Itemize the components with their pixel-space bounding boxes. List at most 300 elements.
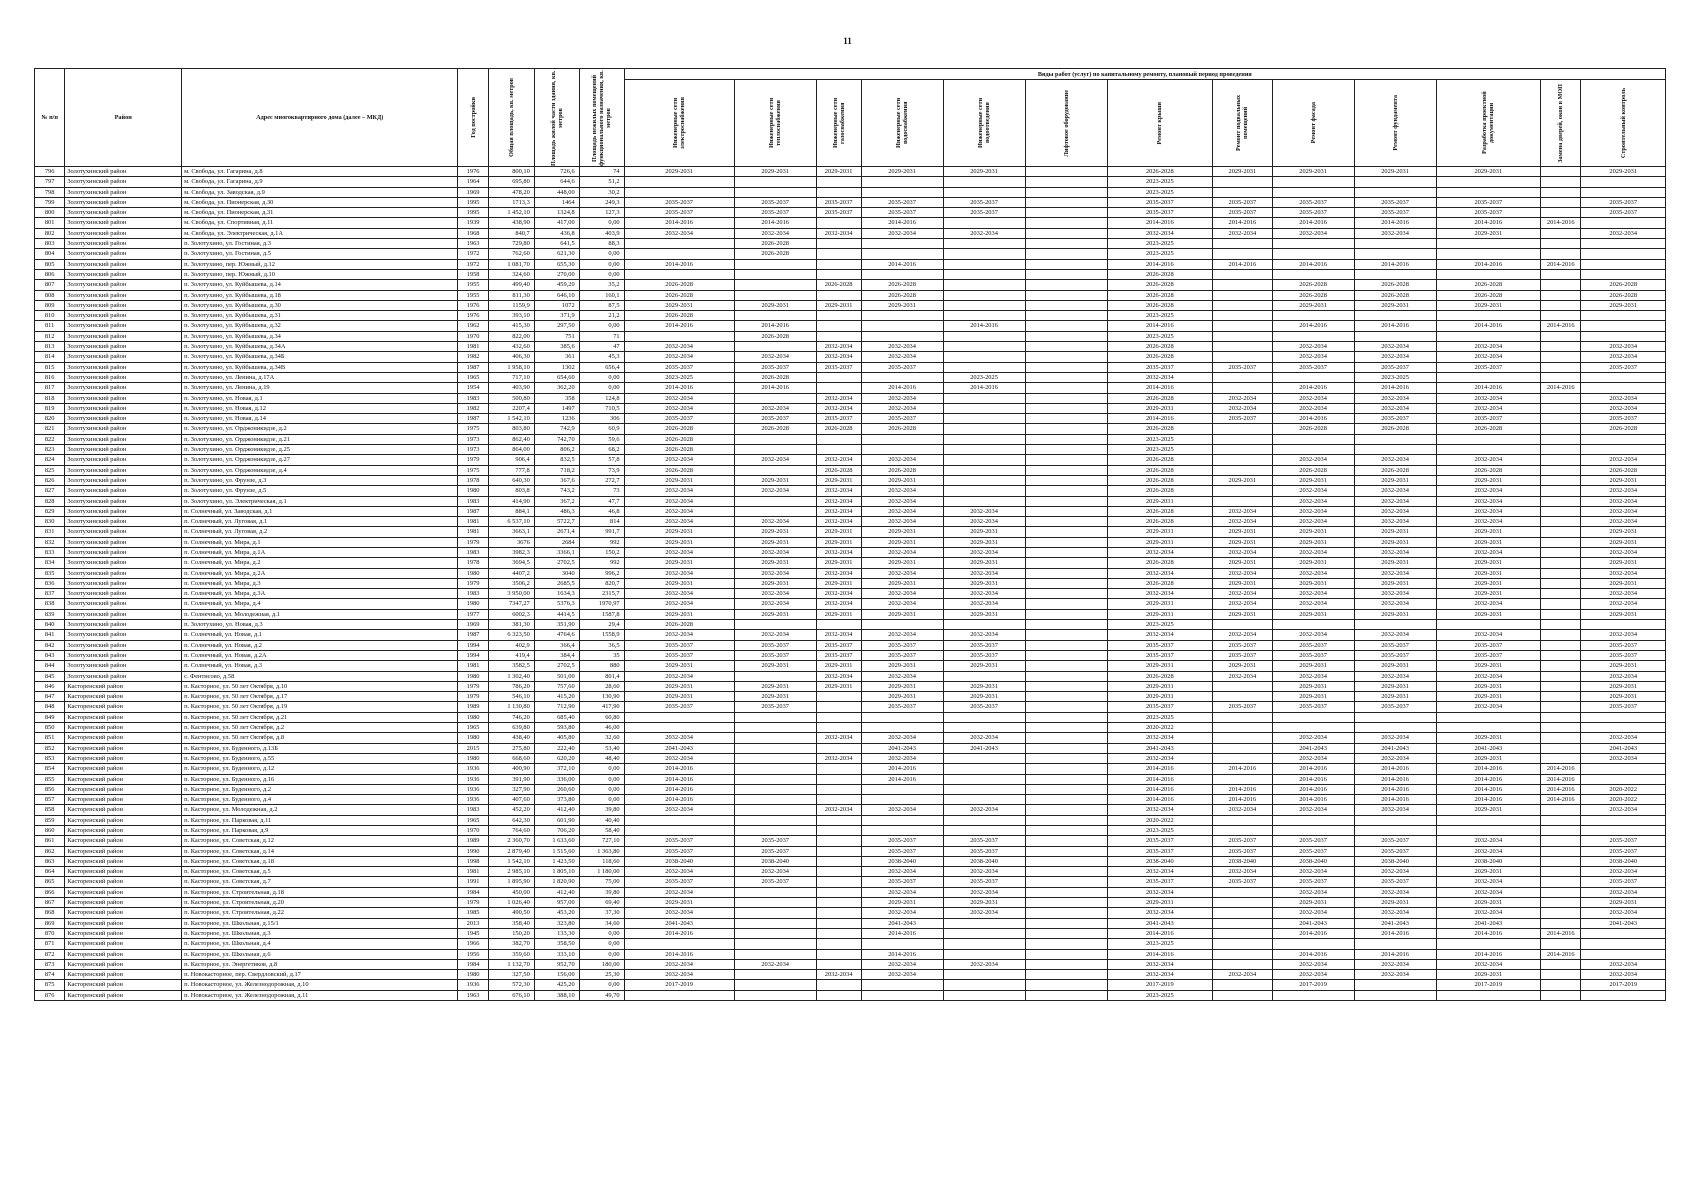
table-cell: 1975 [458,424,488,434]
table-cell [1213,949,1273,959]
table-cell: 362,20 [534,383,579,393]
table-cell: п. Солнечный, ул. Луговая, д.2 [182,527,458,537]
table-row [35,877,1666,887]
table-cell: Золотухинский район [65,177,182,187]
table-cell: 2014-2016 [734,383,816,393]
table-cell: 1980 [458,712,488,722]
table-cell [1025,208,1107,218]
table-cell: 2032-2034 [734,455,816,465]
table-cell: 811 [35,321,65,331]
table-cell: п. Солнечный, ул. Мира, д.2 [182,558,458,568]
table-cell: 2032-2034 [1354,496,1436,506]
table-cell: 2032-2034 [1272,352,1354,362]
table-cell [1541,609,1581,619]
table-cell [943,434,1025,444]
table-row [35,599,1666,609]
table-cell: Касторенский район [65,908,182,918]
table-cell: 2014-2016 [943,383,1025,393]
table-cell: п. Золотухино, ул. Куйбышева, д.32 [182,321,458,331]
table-cell: 1980 [458,753,488,763]
table-cell: 2035-2037 [1213,836,1273,846]
table-cell: 3663,1 [488,527,534,537]
table-cell: 2032-2034 [734,867,816,877]
table-cell: 500,80 [488,393,534,403]
table-cell: 1587,8 [579,609,624,619]
table-cell: 2032-2034 [861,908,943,918]
table-cell: 875 [35,980,65,990]
table-cell: 486,3 [534,506,579,516]
table-cell: 2685,5 [534,578,579,588]
table-cell: 2032-2034 [943,959,1025,969]
table-cell: 2035-2037 [734,362,816,372]
table-cell: 2014-2016 [1354,383,1436,393]
table-cell [1213,959,1273,969]
table-cell: 1980 [458,599,488,609]
table-cell [1025,311,1107,321]
table-cell: 2032-2034 [1354,630,1436,640]
table-cell: 2029-2031 [816,661,861,671]
table-cell: 820,7 [579,578,624,588]
table-cell: 3582,5 [488,661,534,671]
table-cell: п. Касторное, ул. Советская, д.7 [182,877,458,887]
table-cell: 2035-2037 [1436,640,1540,650]
table-cell: 2032-2034 [624,805,734,815]
table-cell: 727,10 [579,836,624,846]
table-cell: 1970,97 [579,599,624,609]
table-cell: 2041-2043 [1107,918,1213,928]
table-cell [1541,568,1581,578]
table-cell: 2014-2016 [861,383,943,393]
table-cell [1436,311,1540,321]
table-cell: 1956 [458,949,488,959]
table-cell: 490,50 [488,908,534,918]
table-cell: 2014-2016 [624,383,734,393]
table-cell: п. Золотухино, ул. Куйбышева, д.34 [182,331,458,341]
table-cell: 2035-2037 [1354,836,1436,846]
table-row [35,208,1666,218]
table-cell: 1980 [458,970,488,980]
table-cell: Касторенский район [65,681,182,691]
table-cell [861,434,943,444]
table-cell: 180,00 [579,959,624,969]
table-cell: Касторенский район [65,692,182,702]
table-row [35,445,1666,455]
table-cell [734,774,816,784]
table-cell [1581,249,1666,259]
table-cell [816,856,861,866]
table-cell [943,496,1025,506]
table-cell: 2032-2034 [1354,352,1436,362]
table-cell: 1983 [458,589,488,599]
table-cell: 127,3 [579,208,624,218]
table-cell: 4414,5 [534,609,579,619]
table-cell: 1558,9 [579,630,624,640]
table-cell: 2029-2031 [1436,167,1540,177]
table-cell [734,465,816,475]
table-cell: 822 [35,434,65,444]
table-cell: п. Золотухино, ул. Новая, д.1 [182,393,458,403]
table-cell: 2023-2025 [1107,239,1213,249]
table-cell: 2032-2034 [1581,403,1666,413]
table-cell: Касторенский район [65,846,182,856]
table-cell: 6002,3 [488,609,534,619]
table-cell: 2035-2037 [1354,877,1436,887]
table-cell: 2014-2016 [1354,928,1436,938]
table-cell: 2029-2031 [624,578,734,588]
table-cell: 49,70 [579,990,624,1000]
table-cell: 2032-2034 [1107,908,1213,918]
table-cell: 327,90 [488,784,534,794]
table-cell: 2032-2034 [1107,547,1213,557]
table-cell: 685,40 [534,712,579,722]
table-cell [1541,733,1581,743]
table-cell: п. Золотухино, ул. Фрунзе, д.5 [182,486,458,496]
table-cell: 2026-2028 [861,424,943,434]
table-cell: 2029-2031 [1436,753,1540,763]
table-cell: 2032-2034 [624,506,734,516]
table-cell: 2026-2028 [1107,424,1213,434]
table-cell [1354,269,1436,279]
table-cell [816,959,861,969]
table-cell: 1979 [458,537,488,547]
table-cell: 1979 [458,578,488,588]
table-cell: 2032-2034 [1272,403,1354,413]
table-cell: 2014-2016 [1272,795,1354,805]
table-cell [816,702,861,712]
table-cell: 1 542,10 [488,414,534,424]
table-cell: Золотухинский район [65,661,182,671]
table-cell: 2023-2025 [624,372,734,382]
table-cell [1354,990,1436,1000]
table-cell [1213,465,1273,475]
table-cell [624,177,734,187]
table-cell [1436,620,1540,630]
table-cell: 817 [35,383,65,393]
table-cell: 2032-2034 [734,517,816,527]
col-total-area-header: Общая площадь, кв. метров [488,69,534,167]
table-cell: 2029-2031 [943,661,1025,671]
table-cell: 2026-2028 [734,424,816,434]
table-cell [943,723,1025,733]
table-cell: 2029-2031 [1107,403,1213,413]
table-cell: п. Солнечный, ул. Молодежная, д.1 [182,609,458,619]
table-cell [734,259,816,269]
table-cell: п. Касторное, ул. Школьная, д.15/1 [182,918,458,928]
table-row [35,269,1666,279]
table-cell: 417,90 [579,702,624,712]
table-cell [1213,723,1273,733]
table-cell: м. Свобода, ул. Пионерская, д.30 [182,197,458,207]
table-cell: 2035-2037 [734,640,816,650]
table-cell: 2014-2016 [1272,949,1354,959]
table-cell: 2026-2028 [1581,280,1666,290]
table-cell: 361 [534,352,579,362]
table-cell: 2035-2037 [624,414,734,424]
table-cell: 2029-2031 [816,537,861,547]
table-cell: 2023-2025 [1107,445,1213,455]
table-cell: 2026-2028 [1107,558,1213,568]
table-cell [1581,383,1666,393]
table-cell: 1976 [458,311,488,321]
table-cell: 2029-2031 [1436,898,1540,908]
table-cell: 359,60 [488,949,534,959]
table-cell: Касторенский район [65,753,182,763]
table-cell: 2032-2034 [1272,959,1354,969]
table-cell: 2702,5 [534,661,579,671]
table-cell [1541,959,1581,969]
table-cell: 2032-2034 [624,630,734,640]
table-cell: 7347,27 [488,599,534,609]
table-cell: 1 958,10 [488,362,534,372]
table-cell: 2032-2034 [1213,630,1273,640]
table-cell: 2684 [534,537,579,547]
table-cell: 0,00 [579,372,624,382]
table-cell: 2023-2025 [1107,620,1213,630]
table-cell: с. Фентисово, д.58 [182,671,458,681]
table-cell: 2032-2034 [861,486,943,496]
table-cell [816,445,861,455]
table-cell: Золотухинский район [65,434,182,444]
table-cell: 831 [35,527,65,537]
table-cell: 2029-2031 [1354,527,1436,537]
table-cell: 2032-2034 [624,589,734,599]
table-cell [1025,856,1107,866]
table-cell: 2032-2034 [1107,959,1213,969]
table-cell: 412,40 [534,887,579,897]
table-row [35,661,1666,671]
table-cell [1541,537,1581,547]
table-cell [1581,826,1666,836]
table-cell [1213,311,1273,321]
table-cell: 2029-2031 [943,167,1025,177]
table-cell: 2026-2028 [1107,578,1213,588]
works-col-header-1: Инженерные сети теплоснабжения [734,80,816,167]
table-cell [734,393,816,403]
table-cell: 2032-2034 [624,733,734,743]
table-cell: 2671,4 [534,527,579,537]
table-cell: 2032-2034 [943,506,1025,516]
table-cell: 2035-2037 [861,650,943,660]
table-cell: п. Касторное, ул. Строительная, д.22 [182,908,458,918]
table-cell: 3040 [534,568,579,578]
table-cell: 2032-2034 [861,970,943,980]
table-cell [1581,311,1666,321]
table-cell: 1159,9 [488,300,534,310]
table-cell: 0,00 [579,949,624,959]
table-cell: 3366,1 [534,547,579,557]
table-cell [1213,620,1273,630]
table-cell [1213,424,1273,434]
table-cell: м. Свобода, ул. Гагарина, д.9 [182,177,458,187]
table-cell [624,187,734,197]
table-cell: 2014-2016 [1107,321,1213,331]
table-cell: 2029-2031 [1581,537,1666,547]
table-row [35,280,1666,290]
table-cell: Касторенский район [65,918,182,928]
table-cell: 46,8 [579,506,624,516]
table-cell: 2032-2034 [1581,506,1666,516]
table-cell: Золотухинский район [65,671,182,681]
table-cell: 2017-2019 [624,980,734,990]
table-cell [624,990,734,1000]
table-cell: 621,30 [534,249,579,259]
table-cell: 2035-2037 [624,650,734,660]
table-cell [1025,486,1107,496]
table-cell: 367,2 [534,496,579,506]
table-cell [1025,980,1107,990]
works-col-header-10: Разработка проектной документации [1436,80,1540,167]
table-cell [1436,826,1540,836]
table-cell: 1 805,10 [534,867,579,877]
table-cell: 327,50 [488,970,534,980]
table-cell: 840 [35,620,65,630]
table-cell [1581,990,1666,1000]
table-cell: 1 423,50 [534,856,579,866]
table-cell [1581,928,1666,938]
table-cell: 2032-2034 [1581,496,1666,506]
table-cell [1213,908,1273,918]
table-cell [1541,887,1581,897]
table-cell: 870 [35,928,65,938]
table-cell: Золотухинский район [65,249,182,259]
table-cell: 2026-2028 [1107,486,1213,496]
table-cell: 2032-2034 [861,733,943,743]
table-cell: 2032-2034 [943,867,1025,877]
table-cell [1025,280,1107,290]
table-row [35,805,1666,815]
table-cell [861,177,943,187]
table-cell: 2014-2016 [1272,259,1354,269]
table-cell: 2035-2037 [1213,650,1273,660]
table-cell: 2032-2034 [1272,867,1354,877]
table-cell: 872 [35,949,65,959]
table-cell: 1969 [458,620,488,630]
table-row [35,980,1666,990]
table-cell: 1973 [458,445,488,455]
table-cell: 2032-2034 [1213,403,1273,413]
table-cell: 2035-2037 [624,836,734,846]
table-cell: 2014-2016 [1541,774,1581,784]
table-cell: 417,00 [534,218,579,228]
table-cell [1213,980,1273,990]
table-cell [1541,187,1581,197]
table-cell: 2032-2034 [624,959,734,969]
table-cell: п. Касторное, ул. Школьная, д.4 [182,939,458,949]
table-cell [943,753,1025,763]
table-cell: 742,9 [534,424,579,434]
table-cell [861,321,943,331]
table-cell [1213,269,1273,279]
table-cell [1025,177,1107,187]
table-cell: 1 820,90 [534,877,579,887]
table-cell [943,815,1025,825]
table-cell: 1 452,10 [488,208,534,218]
table-cell: 863 [35,856,65,866]
table-cell: 2014-2016 [1436,784,1540,794]
table-cell: 336,00 [534,774,579,784]
table-cell [1025,228,1107,238]
table-cell: 2032-2034 [1272,393,1354,403]
table-cell: 2032-2034 [1581,568,1666,578]
table-cell: 746,20 [488,712,534,722]
table-cell: 2032-2034 [816,547,861,557]
table-cell: 777,8 [488,465,534,475]
table-cell [1541,280,1581,290]
table-cell: 1981 [458,342,488,352]
table-cell: 1989 [458,702,488,712]
table-cell: 952,70 [534,959,579,969]
table-cell: 2014-2016 [1107,383,1213,393]
table-row [35,959,1666,969]
table-cell: 2014-2016 [1107,259,1213,269]
table-cell: Касторенский район [65,764,182,774]
table-cell: 2032-2034 [1213,517,1273,527]
table-cell: 2038-2040 [734,856,816,866]
table-cell: Золотухинский район [65,403,182,413]
table-cell [1025,784,1107,794]
table-cell: 124,8 [579,393,624,403]
table-cell: 2029-2031 [1107,661,1213,671]
table-cell [1025,578,1107,588]
table-cell: 2029-2031 [624,558,734,568]
table-cell [1354,445,1436,455]
table-cell: 1936 [458,980,488,990]
table-cell: 808 [35,290,65,300]
table-cell: п. Касторное, ул. Парковая, д.11 [182,815,458,825]
table-cell: 1977 [458,609,488,619]
table-cell [1213,918,1273,928]
table-cell [1541,681,1581,691]
table-cell: 2032-2034 [1272,805,1354,815]
table-cell: м. Свобода, ул. Спортивная, д.11 [182,218,458,228]
table-cell: 2032-2034 [1436,702,1540,712]
table-cell: 640,30 [488,475,534,485]
table-cell [1213,352,1273,362]
table-cell [1541,403,1581,413]
table-cell: 2029-2031 [1107,898,1213,908]
table-cell: 1984 [458,959,488,969]
table-cell: 30,2 [579,187,624,197]
table-cell: Касторенский район [65,970,182,980]
table-cell [1272,620,1354,630]
table-row [35,836,1666,846]
table-cell: 2029-2031 [1581,898,1666,908]
table-cell: 762,60 [488,249,534,259]
table-cell: 2032-2034 [1213,393,1273,403]
table-cell: 2029-2031 [1213,167,1273,177]
table-cell [1025,167,1107,177]
table-cell: 499,40 [488,280,534,290]
table-cell [1213,434,1273,444]
table-cell: Касторенский район [65,723,182,733]
table-cell: 1976 [458,167,488,177]
table-cell [1025,342,1107,352]
table-cell [816,723,861,733]
table-cell: 2041-2043 [624,743,734,753]
table-cell: 2038-2040 [1107,856,1213,866]
table-cell [1541,475,1581,485]
table-cell: 2032-2034 [1272,970,1354,980]
table-cell: 2035-2037 [816,197,861,207]
col-district-header: Район [65,69,182,167]
table-cell: 2029-2031 [816,475,861,485]
table-cell: 2032-2034 [1272,753,1354,763]
table-cell [1581,177,1666,187]
table-cell: 2014-2016 [1436,774,1540,784]
table-cell [943,445,1025,455]
table-cell: 2032-2034 [816,455,861,465]
table-cell: 2026-2028 [1436,424,1540,434]
